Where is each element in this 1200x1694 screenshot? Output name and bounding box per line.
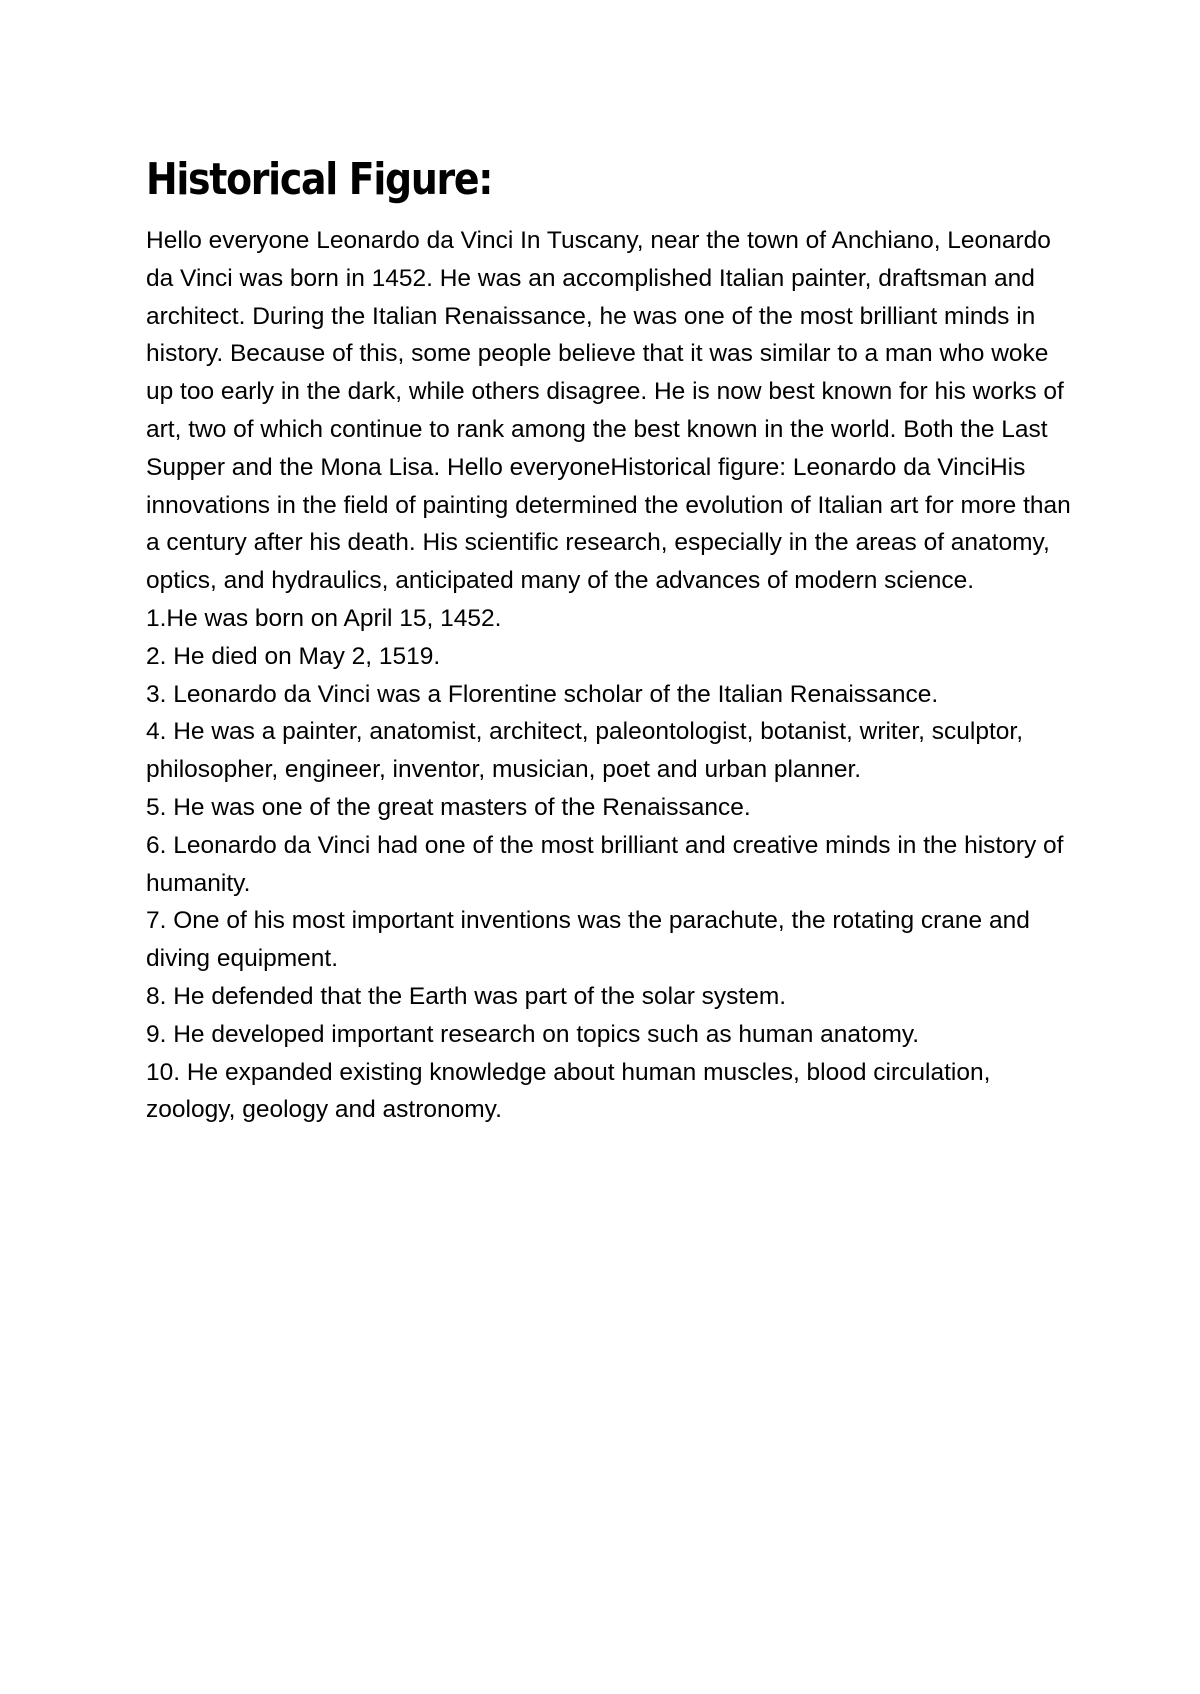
document-title: Historical Figure: — [146, 154, 493, 205]
fact-item-6: 6. Leonardo da Vinci had one of the most brilliant and creative minds in the history of humanity. — [146, 831, 1064, 897]
fact-item-8: 8. He defended that the Earth was part of the solar system. — [146, 982, 787, 1010]
document-body — [146, 222, 1076, 1129]
fact-item-10: 10. He expanded existing knowledge about human muscles, blood circulation, zoology, geology and astronomy. — [146, 1058, 991, 1124]
fact-item-3: 3. Leonardo da Vinci was a Florentine scholar of the Italian Renaissance. — [146, 680, 939, 708]
fact-item-9: 9. He developed important research on topics such as human anatomy. — [146, 1020, 920, 1048]
intro-paragraph: Hello everyone Leonardo da Vinci In Tuscany, near the town of Anchiano, Leonardo da Vinci was born in 1452. He was an accomplished Italian painter, draftsman and architect. During the Italian Renaissance, he was one of the most brilliant minds in history. Because of this, some people believe that it was similar to a man who woke up too early in the dark, while others disagree. He is now best known for his works of art, two of which continue to rank among the best known in the world. Both the Last Supper and the Mona Lisa. Hello everyoneHistorical figure: Leonardo da VinciHis innovations in the field of painting determined the evolution of Italian art for more than a century after his death. His scientific research, especially in the areas of anatomy, optics, and hydraulics, anticipated many of the advances of modern science. — [146, 227, 1071, 595]
fact-item-4: 4. He was a painter, anatomist, architect, paleontologist, botanist, writer, sculptor, philosopher, engineer, inventor, musician, poet and urban planner. — [146, 718, 1024, 784]
fact-item-2: 2. He died on May 2, 1519. — [146, 642, 441, 670]
fact-item-7: 7. One of his most important inventions was the parachute, the rotating crane and diving equipment. — [146, 907, 1030, 973]
fact-item-5: 5. He was one of the great masters of the Renaissance. — [146, 793, 751, 821]
fact-item-1: 1.He was born on April 15, 1452. — [146, 604, 502, 632]
document-content — [146, 150, 1076, 1129]
